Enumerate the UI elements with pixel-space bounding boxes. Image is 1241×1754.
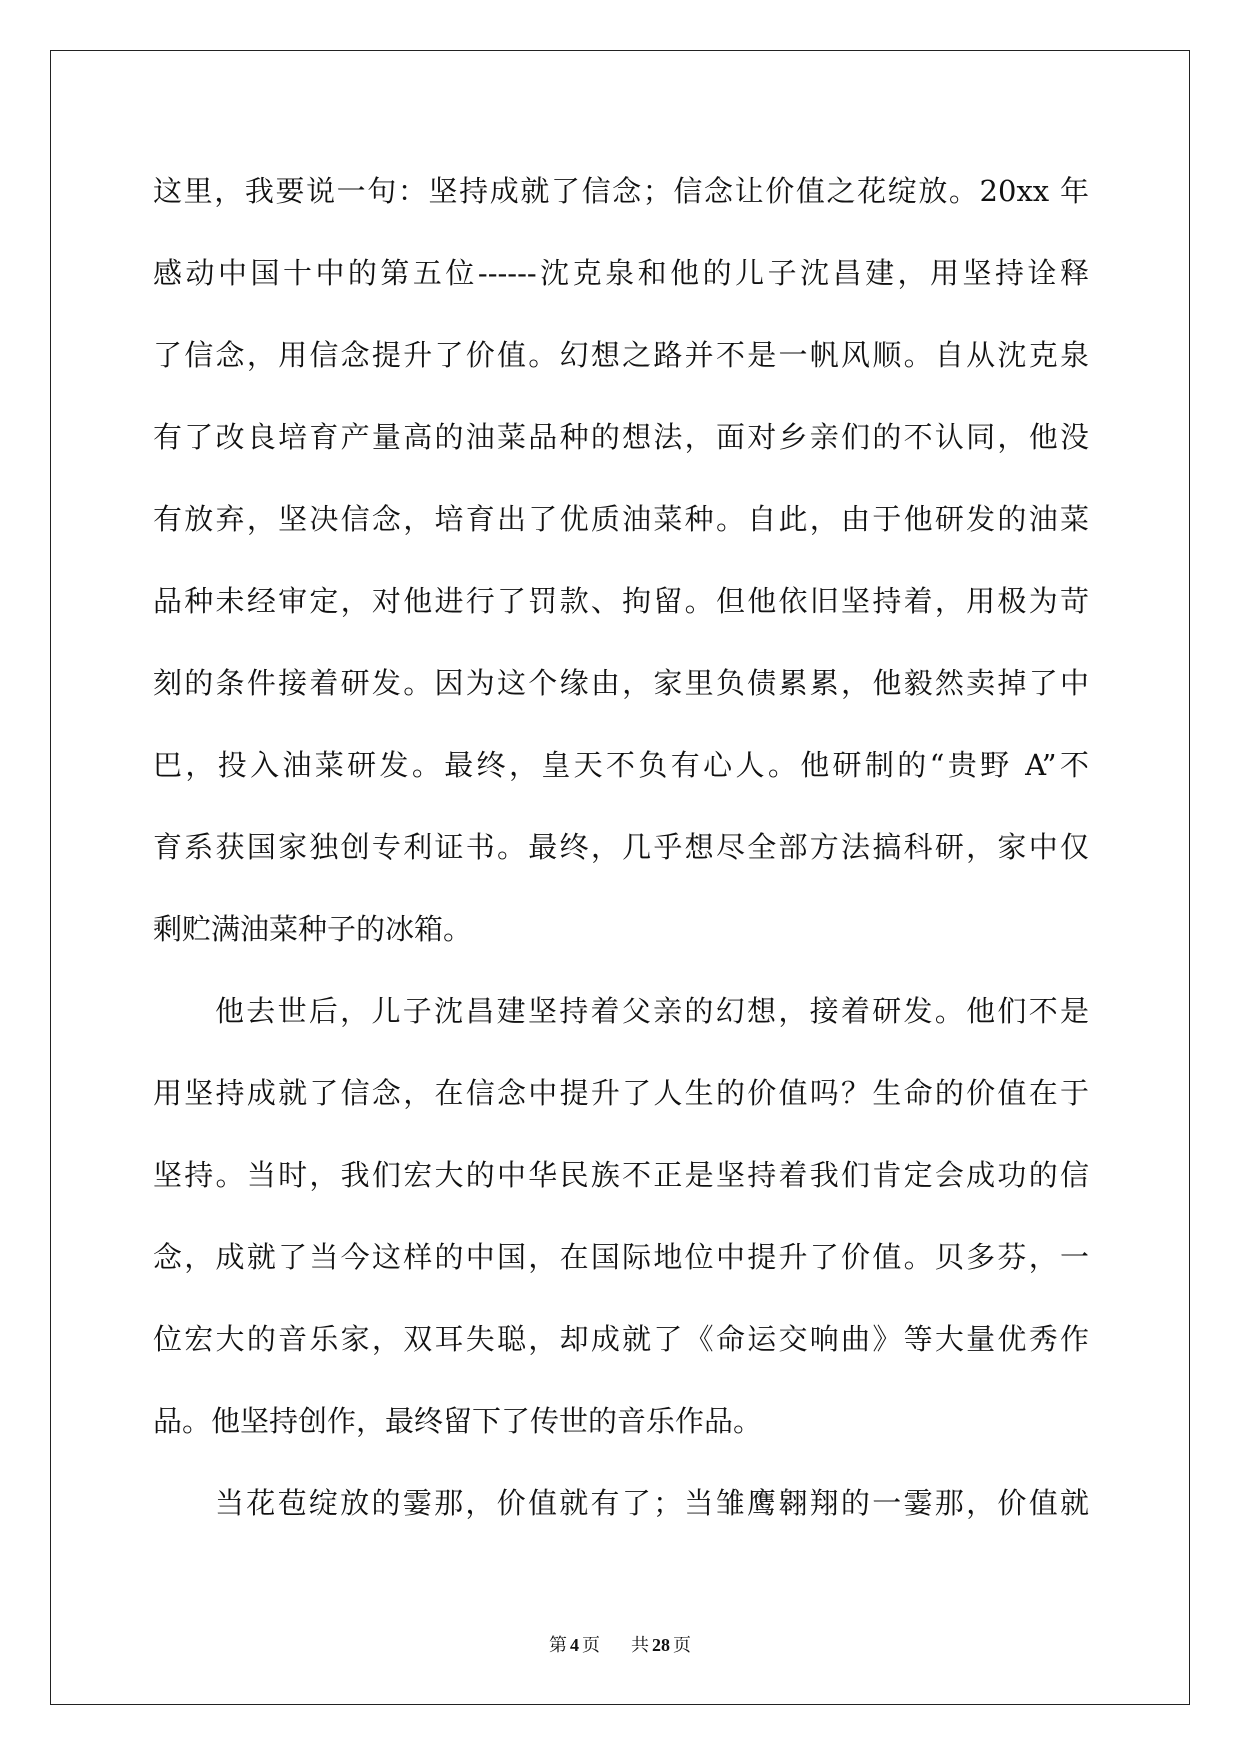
page-total-prefix: 共 (631, 1635, 649, 1655)
page-number-prefix: 第 (549, 1635, 567, 1655)
text-line: 位宏大的音乐家，双耳失聪，却成就了《命运交响曲》等大量优秀作 (153, 1322, 1089, 1356)
text-line: 他去世后，儿子沈昌建坚持着父亲的幻想，接着研发。他们不是 (215, 994, 1089, 1028)
text-line: 感动中国十中的第五位------沈克泉和他的儿子沈昌建，用坚持诠释 (153, 256, 1089, 290)
current-page: 4 (570, 1635, 579, 1655)
text-line: 当花苞绽放的霎那，价值就有了；当雏鹰翱翔的一霎那，价值就 (215, 1486, 1089, 1520)
text-line: 品。他坚持创作，最终留下了传世的音乐作品。 (153, 1404, 763, 1438)
text-line: 坚持。当时，我们宏大的中华民族不正是坚持着我们肯定会成功的信 (153, 1158, 1089, 1192)
text-line: 了信念，用信念提升了价值。幻想之路并不是一帆风顺。自从沈克泉 (153, 338, 1089, 372)
text-line: 用坚持成就了信念，在信念中提升了人生的价值吗？生命的价值在于 (153, 1076, 1089, 1110)
text-line: 育系获国家独创专利证书。最终，几乎想尽全部方法搞科研，家中仅 (153, 830, 1089, 864)
text-line: 剩贮满油菜种子的冰箱。 (153, 912, 473, 946)
paragraph (153, 970, 1089, 1462)
text-line: 品种未经审定，对他进行了罚款、拘留。但他依旧坚持着，用极为苛 (153, 584, 1089, 618)
text-line: 这里，我要说一句：坚持成就了信念；信念让价值之花绽放。20xx 年 (153, 174, 1089, 208)
text-line: 有放弃，坚决信念，培育出了优质油菜种。自此，由于他研发的油菜 (153, 502, 1089, 536)
page-number-suffix: 页 (582, 1635, 600, 1655)
text-line: 念，成就了当今这样的中国，在国际地位中提升了价值。贝多芬，一 (153, 1240, 1089, 1274)
text-line: 刻的条件接着研发。因为这个缘由，家里负债累累，他毅然卖掉了中 (153, 666, 1089, 700)
paragraph (153, 1462, 1089, 1544)
text-line: 有了改良培育产量高的油菜品种的想法，面对乡亲们的不认同，他没 (153, 420, 1089, 454)
total-pages: 28 (652, 1635, 670, 1655)
page-footer (50, 1632, 1190, 1658)
page-total-suffix: 页 (673, 1635, 691, 1655)
paragraph (153, 150, 1089, 970)
document-body (153, 150, 1089, 1544)
page-total (631, 1635, 691, 1655)
page-number (549, 1635, 605, 1655)
text-line: 巴，投入油菜研发。最终，皇天不负有心人。他研制的“贵野 A”不 (153, 748, 1089, 782)
